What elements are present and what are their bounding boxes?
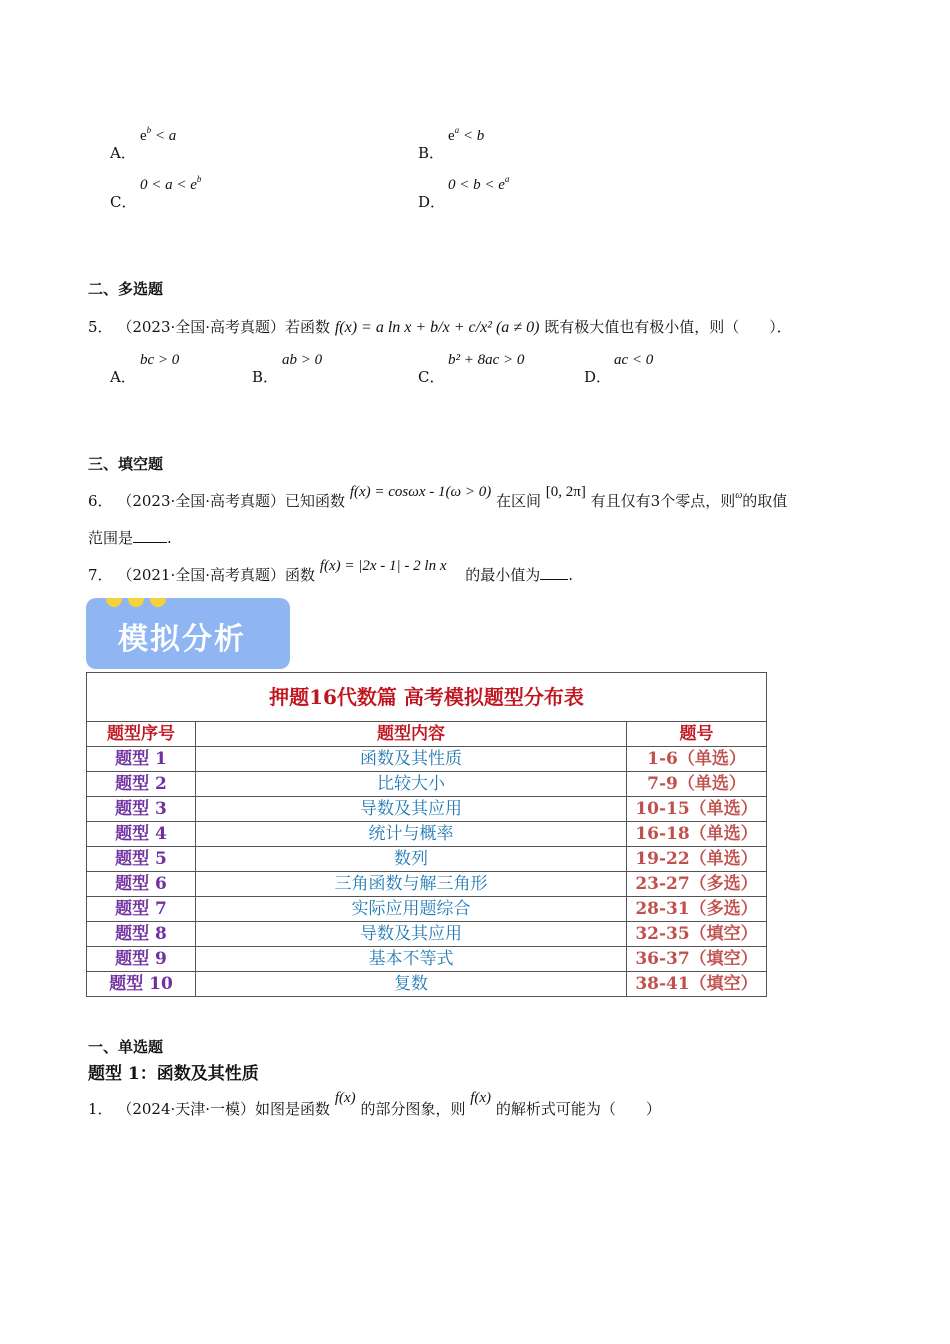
cell-number: 36-37（填空） — [627, 947, 767, 972]
question-source: （2023·全国·高考真题）若函数 — [117, 318, 331, 336]
question-source: （2021·全国·高考真题）函数 — [117, 566, 316, 584]
option-d-label: D． — [418, 193, 446, 211]
cell-number: 23-27（多选） — [627, 872, 767, 897]
answer-blank[interactable] — [133, 528, 167, 543]
cell-content: 函数及其性质 — [196, 747, 627, 772]
question-5 — [88, 316, 792, 337]
table-row — [87, 772, 767, 797]
cell-number: 1-6（单选） — [627, 747, 767, 772]
question-formula: f(x) — [470, 1090, 492, 1106]
question-tail2: 的取值 — [742, 492, 788, 510]
simulation-analysis-banner — [86, 598, 290, 669]
cell-number: 19-22（单选） — [627, 847, 767, 872]
header-question-no: 题号 — [627, 722, 767, 747]
question-formula: f(x) = cosωx - 1(ω > 0) — [349, 484, 492, 500]
question-1 — [88, 1090, 661, 1119]
topic-heading: 题型 1：函数及其性质 — [88, 1064, 259, 1084]
table-row — [87, 972, 767, 997]
cell-content: 导数及其应用 — [196, 797, 627, 822]
q5-option-c-expr: b² + 8ac > 0 — [448, 352, 525, 368]
expr-pre: 0 < b < e — [448, 177, 505, 193]
option-c-expr — [140, 174, 202, 194]
cell-type: 题型 8 — [87, 922, 196, 947]
question-interval: [0, 2π] — [545, 484, 586, 500]
cell-content: 复数 — [196, 972, 627, 997]
option-d-expr — [448, 174, 510, 194]
question-number: 7． — [88, 566, 113, 584]
table-row — [87, 747, 767, 772]
question-number: 1． — [88, 1100, 113, 1118]
question-end: . — [167, 529, 172, 547]
section-heading-fill: 三、填空题 — [88, 455, 164, 473]
question-distribution-table — [86, 672, 767, 997]
question-formula: f(x) = a ln x + b/x + c/x² (a ≠ 0) — [334, 319, 540, 336]
section-heading-multi: 二、多选题 — [88, 280, 164, 298]
question-end: . — [568, 566, 574, 584]
q5-option-d-label: D． — [584, 368, 612, 386]
cell-type: 题型 7 — [87, 897, 196, 922]
cell-content: 统计与概率 — [196, 822, 627, 847]
table-caption: 押题16代数篇 高考模拟题型分布表 — [87, 673, 767, 722]
table-row — [87, 897, 767, 922]
answer-blank[interactable] — [540, 565, 568, 580]
question-6 — [88, 484, 788, 511]
header-type-content: 题型内容 — [196, 722, 627, 747]
expr-sup: a — [504, 174, 510, 184]
table-row — [87, 797, 767, 822]
q5-option-a-expr: bc > 0 — [140, 352, 180, 368]
question-6-line2 — [88, 527, 172, 548]
cell-content: 基本不等式 — [196, 947, 627, 972]
decorative-dots — [106, 598, 172, 611]
expr-base: e — [140, 128, 147, 144]
cell-number: 16-18（单选） — [627, 822, 767, 847]
expr-pre: 0 < a < e — [140, 177, 197, 193]
question-number: 5． — [88, 318, 113, 336]
question-tail: 的最小值为 — [465, 566, 541, 584]
option-b-expr — [448, 125, 485, 145]
cell-type: 题型 6 — [87, 872, 196, 897]
option-a-expr — [140, 125, 177, 145]
question-tail: 既有极大值也有极小值，则（ ）． — [544, 318, 792, 336]
q5-option-b-expr: ab > 0 — [282, 352, 323, 368]
table-row — [87, 922, 767, 947]
cell-number: 28-31（多选） — [627, 897, 767, 922]
cell-number: 7-9（单选） — [627, 772, 767, 797]
question-tail: 的解析式可能为（ ） — [495, 1100, 661, 1118]
q5-option-b-label: B． — [252, 368, 279, 386]
cell-type: 题型 2 — [87, 772, 196, 797]
header-type-no: 题型序号 — [87, 722, 196, 747]
banner-title: 模拟分析 — [118, 622, 246, 657]
table-row — [87, 947, 767, 972]
cell-type: 题型 5 — [87, 847, 196, 872]
omega-symbol: ω — [735, 490, 743, 501]
cell-content: 实际应用题综合 — [196, 897, 627, 922]
q5-option-d-expr: ac < 0 — [614, 352, 654, 368]
question-7 — [88, 558, 574, 585]
question-formula: f(x) = |2x - 1| - 2 ln x — [319, 558, 447, 574]
q5-option-a-label: A． — [110, 368, 136, 386]
cell-content: 三角函数与解三角形 — [196, 872, 627, 897]
expr-sup: a — [454, 125, 460, 135]
expr-rest: < b — [459, 128, 485, 144]
question-line2: 范围是 — [88, 529, 134, 547]
expr-sup: b — [146, 125, 152, 135]
table-row — [87, 872, 767, 897]
question-source: （2023·全国·高考真题）已知函数 — [117, 492, 346, 510]
cell-type: 题型 1 — [87, 747, 196, 772]
question-mid: 在区间 — [496, 492, 542, 510]
question-formula: f(x) — [334, 1090, 356, 1106]
cell-content: 比较大小 — [196, 772, 627, 797]
question-source: （2024·天津·一模）如图是函数 — [117, 1100, 331, 1118]
table-row — [87, 847, 767, 872]
cell-number: 32-35（填空） — [627, 922, 767, 947]
question-mid: 的部分图象，则 — [360, 1100, 466, 1118]
section-heading-single: 一、单选题 — [88, 1038, 164, 1056]
cell-number: 10-15（单选） — [627, 797, 767, 822]
cell-type: 题型 9 — [87, 947, 196, 972]
option-c-label: C． — [110, 193, 137, 211]
cell-type: 题型 10 — [87, 972, 196, 997]
cell-content: 数列 — [196, 847, 627, 872]
q5-option-c-label: C． — [418, 368, 445, 386]
cell-content: 导数及其应用 — [196, 922, 627, 947]
expr-base: e — [448, 128, 455, 144]
expr-sup: b — [196, 174, 202, 184]
table-row — [87, 822, 767, 847]
question-tail: 有且仅有3个零点，则 — [590, 492, 736, 510]
expr-rest: < a — [151, 128, 177, 144]
cell-type: 题型 3 — [87, 797, 196, 822]
cell-type: 题型 4 — [87, 822, 196, 847]
cell-number: 38-41（填空） — [627, 972, 767, 997]
question-number: 6． — [88, 492, 113, 510]
option-b-label: B． — [418, 144, 445, 162]
option-a-label: A． — [110, 144, 136, 162]
